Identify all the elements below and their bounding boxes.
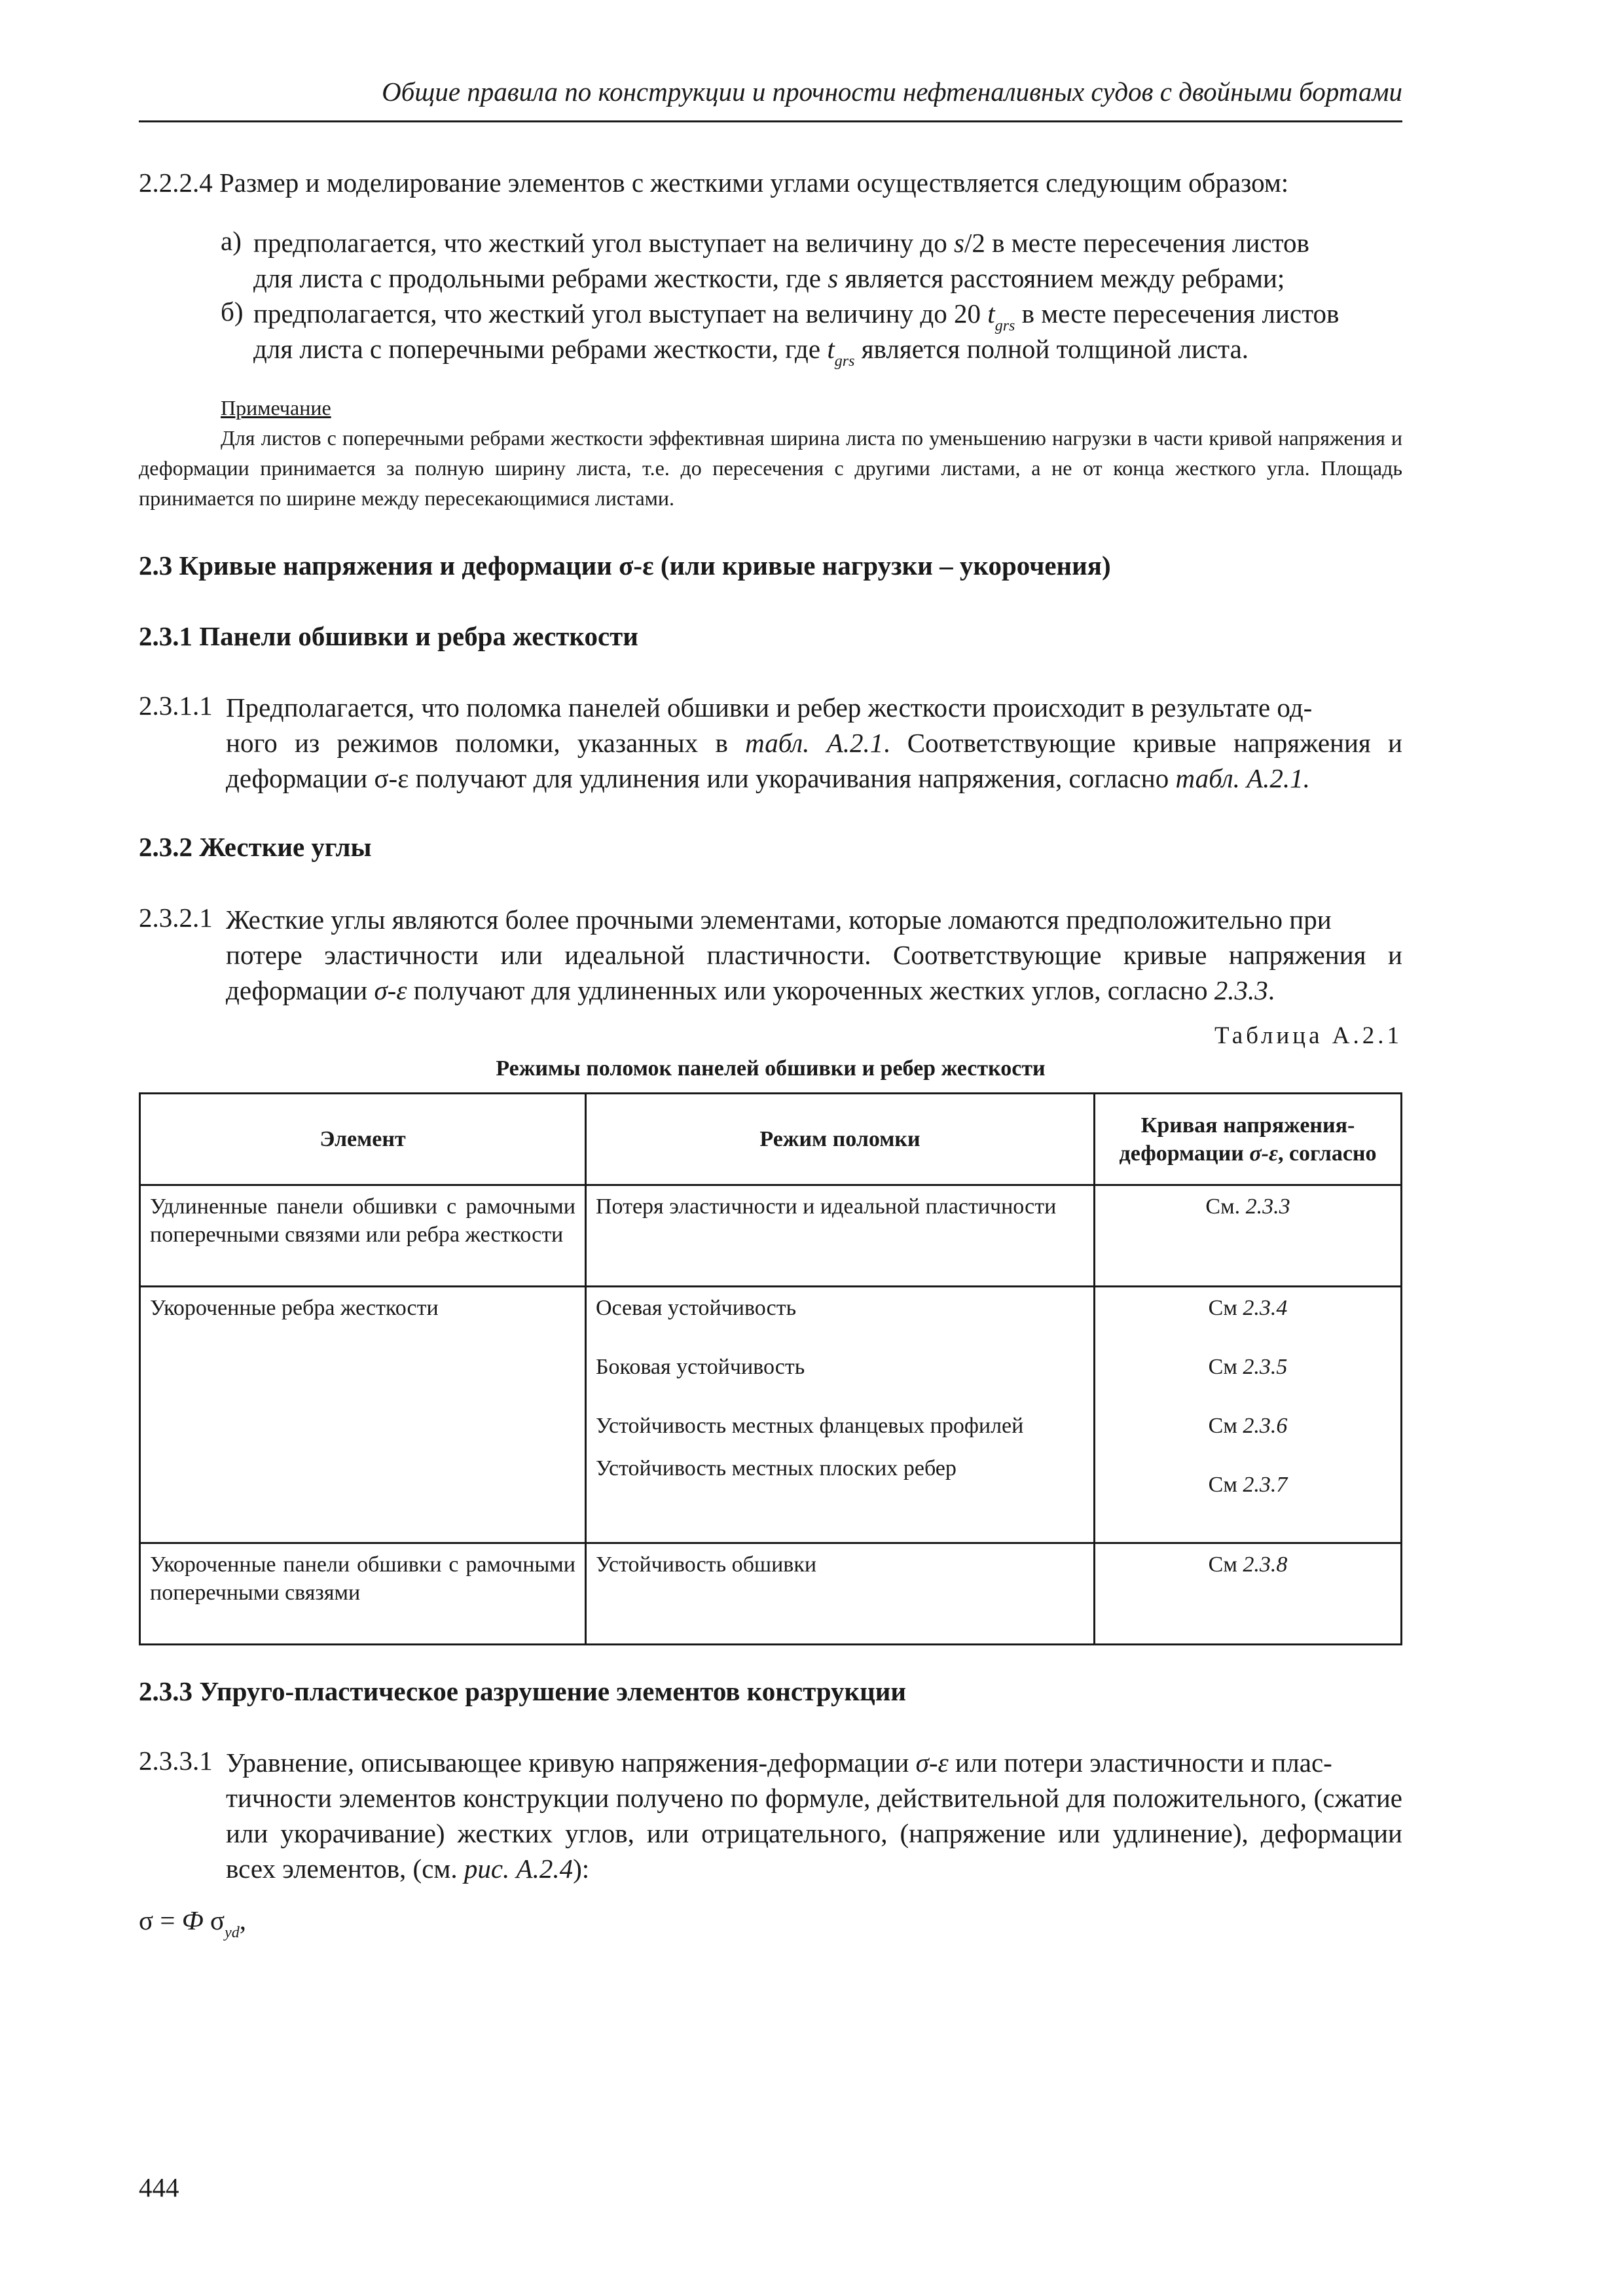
heading-2-3-2: 2.3.2 Жесткие углы <box>139 832 372 862</box>
num-2-3-2-1: 2.3.2.1 <box>139 903 213 933</box>
cell-element: Укороченные панели обшивки с рамочными поперечными связями <box>140 1543 586 1645</box>
item-a-line-1: предполагается, что жесткий угол выступает на величину до s/2 в месте пересечения листов <box>253 228 1309 258</box>
heading-2-3-3: 2.3.3 Упруго-пластическое разрушение элементов конструкции <box>139 1676 906 1706</box>
paragraph-2-3-1-1-body: ного из режимов поломки, указанных в табл. А.2.1. Соответствующие кривые напряжения и деформации σ-ε получают для удлинения или укорачивания напряжения, согласно табл. А.2.1. <box>226 728 1402 793</box>
table-row <box>140 1287 1402 1543</box>
note-text: Для листов с поперечными ребрами жесткости эффективная ширина листа по уменьшению нагрузки в части кривой напряжения и деформации принимается за полную ширину листа, т.е. до пересечения с другими листами, а не от конца жесткого угла. Площадь принимается по ширине между пересекающимися листами. <box>139 426 1403 510</box>
cell-mode: Устойчивость обшивки <box>586 1543 1095 1645</box>
item-a-line-2: для листа с продольными ребрами жесткости, где s является расстоянием между ребрами; <box>253 263 1285 293</box>
paragraph-2-2-2-4: 2.2.2.4 Размер и моделирование элементов с жесткими углами осуществляется следующим образом: <box>139 168 1289 198</box>
page-number: 444 <box>139 2172 179 2202</box>
ref-item: См 2.3.6 <box>1208 1414 1288 1438</box>
table-row <box>140 1543 1402 1645</box>
table-header-row <box>140 1094 1402 1185</box>
cell-refs <box>1095 1287 1402 1543</box>
paragraph-2-3-3-1-line-1: Уравнение, описывающее кривую напряжения-деформации σ-ε или потери эластичности и плас- <box>226 1748 1332 1778</box>
num-2-3-3-1: 2.3.3.1 <box>139 1746 213 1776</box>
note-title: Примечание <box>221 396 331 420</box>
paragraph-2-3-1-1-line-1: Предполагается, что поломка панелей обшивки и ребер жесткости происходит в результате од- <box>226 692 1313 723</box>
mode-item: Осевая устойчивость <box>596 1296 797 1320</box>
cell-modes <box>586 1287 1095 1543</box>
mode-item: Устойчивость местных фланцевых профилей <box>596 1414 1024 1438</box>
cell-ref: См. 2.3.3 <box>1095 1185 1402 1287</box>
paragraph-2-3-3-1-body: тичности элементов конструкции получено по формуле, действительной для положительного, (сжатие или укорачивание) жестких углов, или отрицательного, (напряжение или удлинение), деформации всех элементов, (см. рис. А.2.4): <box>226 1783 1402 1884</box>
table-row <box>140 1185 1402 1287</box>
num-2-3-1-1: 2.3.1.1 <box>139 691 213 721</box>
failure-modes-table <box>139 1092 1402 1645</box>
ref-item: См 2.3.4 <box>1208 1296 1288 1320</box>
heading-2-3-1: 2.3.1 Панели обшивки и ребра жесткости <box>139 621 638 651</box>
running-header <box>139 71 1402 122</box>
heading-2-3: 2.3 Кривые напряжения и деформации σ-ε (или кривые нагрузки – укорочения) <box>139 550 1111 581</box>
header-title: Общие правила по конструкции и прочности нефтеналивных судов с двойными бортами <box>382 77 1402 107</box>
formula: σ = Ф $\sigma_{yd}$, <box>139 1905 246 1941</box>
item-b-line-1: предполагается, что жесткий угол выступает на величину до 20 $t_{grs}$ в месте пересечения листов <box>253 298 1340 334</box>
header-curve: Кривая напряжения-деформации σ-ε, согласно <box>1095 1094 1402 1185</box>
table-title: Режимы поломок панелей обшивки и ребер жесткости <box>496 1056 1046 1081</box>
mode-item: Боковая устойчивость <box>596 1355 805 1379</box>
header-element: Элемент <box>140 1094 586 1185</box>
mode-item: Устойчивость местных плоских ребер <box>596 1456 957 1480</box>
header-mode: Режим поломки <box>586 1094 1095 1185</box>
ref-item: См 2.3.7 <box>1208 1473 1288 1497</box>
item-a-label: а) <box>221 226 242 256</box>
table-number: Таблица А.2.1 <box>1214 1022 1402 1049</box>
ref-item: См 2.3.5 <box>1208 1355 1288 1379</box>
cell-ref: См 2.3.8 <box>1095 1543 1402 1645</box>
item-b-label: б) <box>221 296 244 327</box>
cell-element: Укороченные ребра жесткости <box>140 1287 586 1543</box>
paragraph-2-3-2-1-body: потере эластичности или идеальной пластичности. Соответствующие кривые напряжения и деформации σ-ε получают для удлиненных или укороченных жестких углов, согласно 2.3.3. <box>226 940 1402 1005</box>
item-b-line-2: для листа с поперечными ребрами жесткости, где $t_{grs}$ является полной толщиной листа. <box>253 334 1249 370</box>
cell-mode: Потеря эластичности и идеальной пластичности <box>586 1185 1095 1287</box>
cell-element: Удлиненные панели обшивки с рамочными поперечными связями или ребра жесткости <box>140 1185 586 1287</box>
paragraph-2-3-2-1-line-1: Жесткие углы являются более прочными элементами, которые ломаются предположительно при <box>226 905 1332 935</box>
